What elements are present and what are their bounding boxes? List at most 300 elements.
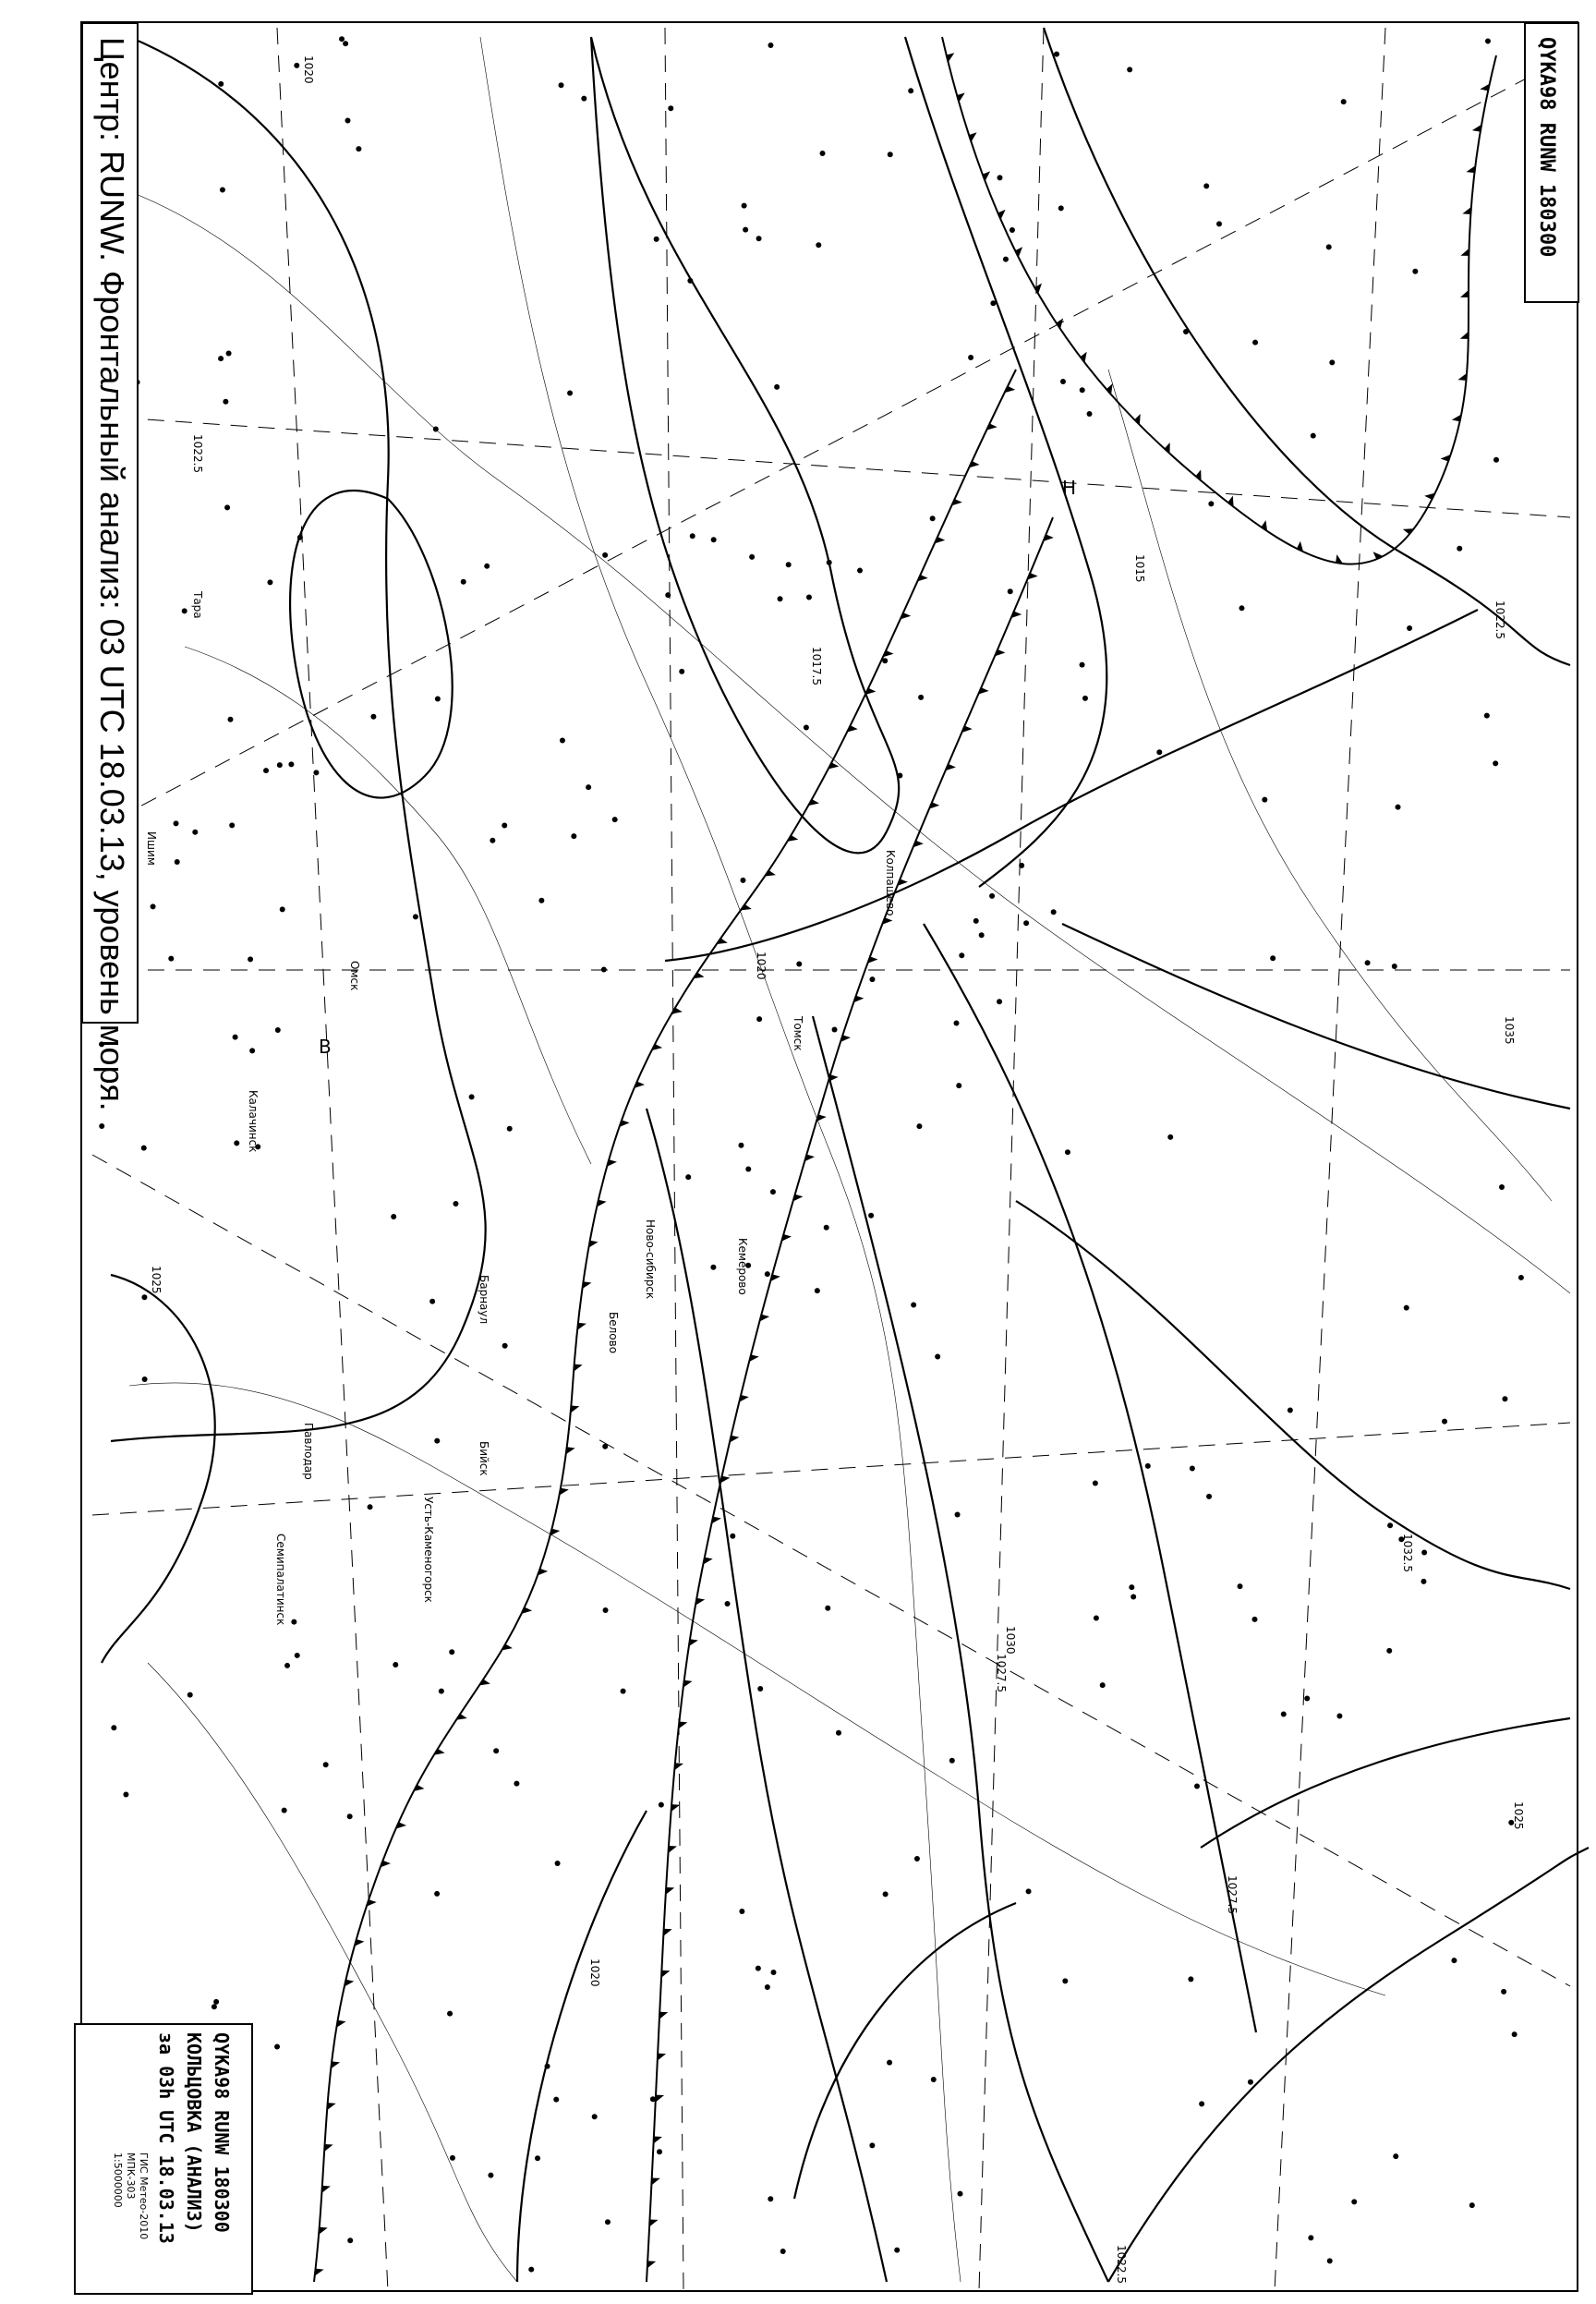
isobar-label: 1020 [755, 952, 768, 980]
station-marker [339, 36, 345, 42]
station-marker [123, 1792, 128, 1798]
station-name: Семипалатинск [274, 1534, 287, 1626]
station-marker [528, 2267, 534, 2273]
station-marker [911, 1302, 916, 1307]
station-marker [560, 737, 565, 743]
station-marker [224, 504, 230, 510]
station-marker [168, 956, 174, 962]
isobar-label: 1025 [1512, 1801, 1525, 1830]
station-dots [99, 36, 1524, 2272]
station-marker [930, 515, 936, 521]
station-marker [453, 1201, 458, 1207]
station-marker [1051, 909, 1057, 915]
isobar-label: 1020 [588, 1958, 601, 1987]
station-marker [742, 203, 747, 209]
isobar-label: 1035 [1503, 1016, 1516, 1045]
station-marker [1304, 1695, 1310, 1701]
station-marker [439, 1689, 444, 1694]
station-marker [710, 1265, 716, 1270]
station-marker [1387, 1522, 1393, 1528]
front-barb [1081, 352, 1087, 363]
station-marker [1188, 1976, 1193, 1982]
station-marker [771, 1970, 777, 1975]
station-marker [1457, 546, 1462, 552]
station-marker [1421, 1579, 1426, 1584]
front-barb [331, 2061, 340, 2068]
front-barb [577, 1323, 586, 1330]
station-marker [295, 1653, 300, 1658]
front-barb [663, 1929, 671, 1936]
station-marker [816, 242, 821, 248]
front-barb [983, 171, 990, 181]
front-barb [1373, 552, 1384, 559]
station-marker [1167, 1134, 1173, 1140]
station-marker [233, 1035, 238, 1040]
station-marker [567, 391, 573, 396]
station-marker [1080, 387, 1085, 393]
station-marker [263, 768, 269, 773]
station-marker [765, 1271, 770, 1277]
front-barb [1457, 373, 1467, 381]
station-marker [1206, 1494, 1212, 1499]
station-marker [1087, 411, 1093, 417]
station-marker [1485, 38, 1491, 43]
station-marker [1501, 1989, 1506, 1995]
station-marker [111, 1725, 116, 1730]
station-marker [1054, 52, 1059, 57]
isobar-label: 1027.5 [1226, 1875, 1239, 1914]
station-marker [1365, 960, 1371, 965]
isobar-label: 1030 [1004, 1626, 1017, 1655]
station-marker [434, 1438, 440, 1444]
front-barb [711, 1517, 720, 1524]
station-marker [1130, 1594, 1136, 1599]
station-marker [151, 903, 156, 909]
station-marker [768, 2196, 773, 2201]
station-name: Усть-Каменогорск [422, 1497, 435, 1603]
station-marker [1065, 1149, 1070, 1155]
info-line-3: за 03h UTC 18.03.13 [155, 2032, 177, 2244]
station-marker [959, 952, 964, 958]
front-barb [1460, 249, 1469, 256]
station-name: Калачинск [247, 1090, 260, 1153]
station-marker [1208, 501, 1214, 506]
front-barb [319, 2227, 328, 2235]
front-barb [588, 1241, 598, 1248]
info-line-2: КОЛЬЦОВКА (АНАЛИЗ) [183, 2032, 205, 2233]
station-marker [1100, 1682, 1106, 1688]
station-marker [659, 1802, 664, 1808]
front-barb [654, 2137, 662, 2144]
station-marker [1502, 1396, 1507, 1401]
station-name: Томск [792, 1016, 804, 1051]
station-marker [956, 1083, 961, 1088]
station-marker [1512, 2031, 1517, 2037]
station-marker [450, 2155, 455, 2161]
front-barb [1460, 290, 1469, 297]
station-marker [820, 151, 826, 156]
station-marker [832, 1026, 838, 1032]
front-barb [668, 1846, 677, 1853]
station-marker [836, 1730, 841, 1736]
station-marker [267, 579, 272, 585]
station-marker [806, 595, 812, 600]
station-marker [1262, 797, 1267, 803]
front-barb [730, 1436, 740, 1443]
station-marker [449, 1649, 454, 1655]
station-marker [740, 878, 745, 883]
station-marker [356, 146, 361, 152]
station-marker [1058, 205, 1064, 211]
front-barb [571, 1406, 580, 1413]
station-marker [1308, 2235, 1313, 2240]
station-marker [294, 63, 299, 68]
station-marker [347, 2237, 353, 2243]
station-marker [621, 1689, 626, 1694]
station-marker [605, 2219, 611, 2225]
station-marker [1216, 221, 1222, 226]
isobar-label: 1025 [150, 1266, 163, 1294]
station-marker [223, 399, 228, 405]
station-marker [234, 1140, 239, 1146]
front-barb [582, 1281, 591, 1289]
isobar-label: 1022.5 [1115, 2245, 1128, 2284]
station-marker [1341, 99, 1347, 104]
station-marker [774, 384, 780, 390]
station-marker [282, 1808, 287, 1813]
station-marker [391, 1214, 396, 1219]
station-name: Ново-сибирск [644, 1219, 657, 1300]
station-marker [918, 695, 924, 700]
front-barb [1452, 414, 1461, 421]
station-marker [1351, 2199, 1357, 2204]
station-marker [602, 552, 608, 558]
station-marker [1336, 1714, 1342, 1719]
front-barb [998, 210, 1005, 220]
station-marker [711, 537, 717, 542]
isobars [102, 28, 1589, 2282]
station-marker [1183, 329, 1189, 334]
station-marker [998, 175, 1003, 180]
station-marker [1127, 67, 1132, 72]
station-marker [916, 1123, 922, 1129]
station-marker [958, 2191, 963, 2197]
station-marker [433, 426, 439, 431]
station-marker [1023, 920, 1029, 926]
station-marker [1003, 257, 1009, 262]
station-marker [1094, 1615, 1099, 1620]
info-line-1: QYKA98 RUNW 180300 [211, 2032, 233, 2233]
front-barb [1480, 84, 1489, 91]
isobar-label: 1032.5 [1401, 1534, 1414, 1572]
station-marker [343, 41, 348, 46]
front-barb [695, 1598, 705, 1606]
station-marker [973, 918, 979, 924]
station-marker [725, 1601, 731, 1607]
station-marker [313, 770, 319, 775]
front-barb [720, 1476, 731, 1484]
station-marker [488, 2173, 493, 2178]
station-marker [218, 356, 224, 361]
station-marker [280, 906, 285, 912]
station-marker [484, 564, 490, 569]
station-marker [1499, 1184, 1505, 1190]
geography-lines [111, 37, 1570, 2282]
station-marker [1407, 625, 1412, 631]
front-barb [315, 2269, 324, 2276]
station-marker [868, 1213, 874, 1219]
station-marker [1412, 269, 1418, 274]
station-marker [1518, 1275, 1524, 1280]
station-marker [1451, 1958, 1457, 1963]
station-marker [796, 961, 802, 966]
station-marker [738, 1143, 744, 1148]
front-barb [336, 2020, 345, 2028]
station-marker [768, 42, 773, 48]
station-marker [1327, 2258, 1333, 2263]
station-marker [555, 1861, 561, 1866]
station-marker [249, 1048, 255, 1053]
station-marker [218, 81, 224, 87]
station-marker [227, 717, 233, 722]
front-barb [651, 2177, 659, 2185]
station-marker [827, 560, 832, 565]
station-marker [187, 1692, 193, 1698]
station-marker [824, 1225, 829, 1231]
station-marker [545, 2064, 550, 2069]
station-marker [297, 535, 303, 540]
station-marker [559, 82, 564, 88]
station-marker [220, 187, 225, 192]
low-pressure-center: Н [1062, 477, 1077, 499]
station-marker [1129, 1584, 1134, 1590]
fronts [314, 37, 1496, 2282]
front-barb [324, 2144, 332, 2152]
station-marker [804, 725, 809, 731]
station-marker [990, 300, 996, 306]
isobar-label: 1017.5 [810, 647, 823, 685]
front-barbs [315, 53, 1490, 2275]
station-marker [935, 1353, 940, 1359]
station-name: Барнаул [478, 1275, 490, 1325]
station-marker [778, 596, 783, 601]
front-barb [1466, 165, 1475, 173]
station-marker [1421, 1550, 1427, 1556]
front-barb [1460, 332, 1469, 339]
station-marker [955, 1511, 961, 1517]
station-marker [685, 1174, 691, 1180]
station-marker [507, 1126, 513, 1132]
station-marker [1080, 662, 1085, 668]
station-marker [1392, 964, 1397, 969]
station-name: Ишим [145, 831, 158, 866]
station-marker [174, 820, 179, 826]
station-marker [679, 669, 684, 674]
station-marker [370, 714, 376, 720]
front-barb [703, 1558, 712, 1565]
front-barb [1015, 247, 1022, 257]
station-marker [434, 1891, 440, 1897]
graticule [92, 28, 1570, 2291]
station-marker [997, 999, 1002, 1004]
station-marker [1156, 749, 1162, 755]
station-marker [690, 533, 695, 539]
station-marker [586, 784, 591, 790]
front-barb [321, 2186, 330, 2193]
station-marker [213, 1999, 219, 2005]
station-marker [347, 1813, 353, 1819]
front-barb [656, 2095, 664, 2103]
station-marker [1493, 760, 1498, 766]
station-marker [1393, 2153, 1398, 2159]
station-marker [1239, 605, 1244, 611]
station-marker [1270, 955, 1276, 961]
front-barb [659, 2012, 668, 2019]
front-barb [689, 1639, 698, 1646]
station-name: Кемерово [736, 1238, 749, 1295]
station-marker [141, 1146, 147, 1151]
front-barb [1336, 554, 1343, 564]
front-barb [560, 1488, 569, 1496]
isobar-label: 1022.5 [191, 434, 204, 473]
station-marker [514, 1781, 519, 1787]
station-marker [602, 1444, 608, 1449]
station-marker [571, 833, 576, 839]
station-marker [447, 2011, 453, 2017]
station-marker [882, 658, 888, 663]
station-marker [1326, 244, 1332, 249]
front-barb [671, 1804, 681, 1812]
isobar-label: 1020 [302, 55, 315, 84]
isobar-label: 1027.5 [995, 1654, 1008, 1692]
station-marker [1082, 696, 1088, 701]
front-barb [574, 1364, 583, 1372]
station-marker [665, 592, 671, 598]
station-marker [749, 554, 755, 560]
front-barb [661, 1971, 670, 1978]
station-marker [182, 608, 187, 613]
station-marker [142, 1376, 148, 1382]
station-marker [323, 1762, 329, 1767]
station-marker [393, 1662, 398, 1667]
station-marker [461, 579, 466, 585]
station-marker [894, 2248, 900, 2253]
station-marker [1281, 1711, 1287, 1716]
station-marker [888, 152, 893, 157]
station-marker [226, 350, 232, 356]
info-line-6: 1:5000000 [112, 2152, 124, 2208]
front-barb [1057, 318, 1063, 329]
isobar-label: 1022.5 [1493, 600, 1506, 639]
front-barb [666, 1887, 674, 1895]
station-marker [469, 1094, 475, 1099]
front-barb [327, 2103, 336, 2110]
station-marker [1010, 227, 1015, 233]
station-names [145, 590, 897, 1625]
station-marker [275, 1027, 281, 1033]
station-name: Белово [607, 1312, 620, 1354]
station-marker [815, 1288, 820, 1293]
station-marker [1190, 1466, 1195, 1472]
station-marker [687, 278, 693, 284]
station-marker [603, 1607, 609, 1613]
station-marker [1248, 2080, 1253, 2085]
front-barb [566, 1447, 575, 1454]
station-marker [413, 914, 418, 919]
station-marker [745, 1166, 751, 1171]
station-marker [770, 1189, 776, 1194]
station-name: Омск [348, 961, 361, 991]
info-line-5: MПК-303 [125, 2152, 137, 2200]
station-marker [1060, 379, 1066, 384]
station-name: Павлодар [302, 1423, 315, 1480]
front-barb [969, 461, 980, 467]
station-marker [1329, 359, 1335, 365]
station-marker [592, 2114, 598, 2119]
station-marker [1311, 433, 1316, 439]
station-marker [429, 1299, 435, 1304]
station-marker [757, 1686, 763, 1692]
front-barb [522, 1607, 533, 1614]
station-marker [931, 2077, 937, 2082]
station-marker [1238, 1583, 1243, 1589]
station-name: Колпашево [884, 850, 897, 916]
front-barb [986, 423, 998, 430]
station-name: Тара [191, 591, 204, 619]
station-marker [1396, 805, 1401, 810]
station-marker [654, 236, 659, 242]
front-barb [679, 1721, 688, 1728]
station-marker [825, 1606, 830, 1611]
high-pressure-center: В [319, 1036, 332, 1058]
front-barb [345, 1980, 355, 1987]
station-marker [1493, 457, 1499, 463]
station-marker [869, 2142, 875, 2148]
station-marker [668, 105, 673, 111]
front-barb [1034, 284, 1042, 294]
station-marker [99, 1123, 104, 1129]
station-marker [1251, 1617, 1257, 1622]
front-barb [658, 2054, 666, 2061]
station-marker [1252, 340, 1258, 346]
front-barb [683, 1680, 693, 1688]
station-marker [490, 838, 495, 843]
station-marker [248, 956, 253, 962]
station-marker [756, 1016, 762, 1022]
station-marker [1404, 1305, 1409, 1311]
station-marker [284, 1663, 290, 1668]
corner-label-top: QYKA98 RUNW 180300 [1535, 37, 1558, 258]
station-marker [765, 1984, 770, 1990]
station-marker [883, 1891, 889, 1897]
station-marker [502, 822, 507, 828]
station-marker [553, 2097, 559, 2103]
station-marker [786, 562, 792, 567]
isobar-label: 1015 [1133, 554, 1146, 583]
station-marker [1469, 2202, 1475, 2208]
station-marker [908, 88, 913, 93]
station-marker [743, 227, 748, 233]
station-marker [581, 96, 586, 102]
station-marker [1442, 1419, 1447, 1425]
station-marker [212, 2004, 217, 2009]
station-marker [1199, 2101, 1204, 2106]
front-barb [647, 2261, 656, 2268]
station-marker [650, 2096, 656, 2102]
station-marker [780, 2249, 786, 2254]
station-marker [1093, 1480, 1098, 1485]
front-barb [649, 2219, 658, 2226]
